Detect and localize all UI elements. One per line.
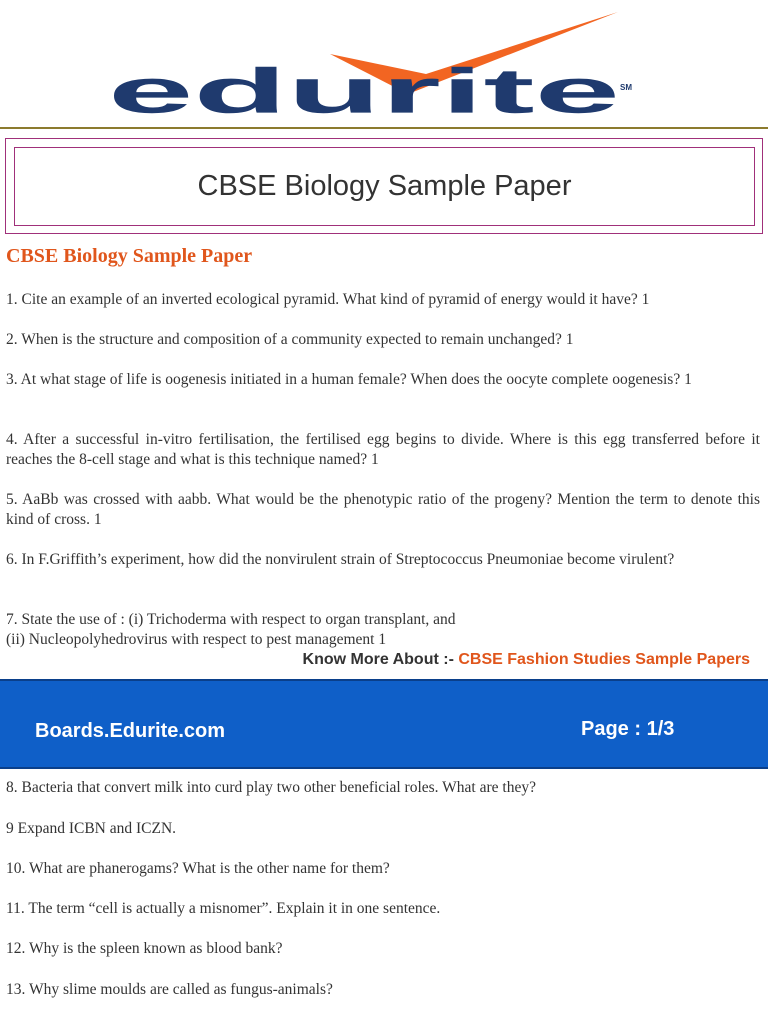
banner-title: CBSE Biology Sample Paper bbox=[197, 170, 572, 202]
site-link[interactable]: Boards.Edurite.com bbox=[35, 720, 226, 742]
question-7-part-2: (ii) Nucleopolyhedrovirus with respect to pest management 1 bbox=[6, 631, 387, 648]
question-10: 10. What are phanerogams? What is the other name for them? bbox=[6, 860, 390, 877]
know-more bbox=[303, 651, 750, 669]
question-7: 7. State the use of : (i) Trichoderma with respect to organ transplant, and bbox=[6, 611, 456, 628]
edurite-logo bbox=[108, 6, 646, 124]
question-1: 1. Cite an example of an inverted ecological pyramid. What kind of pyramid of energy would it have? 1 bbox=[6, 291, 650, 308]
page-indicator: Page : 1/3 bbox=[581, 718, 675, 740]
section-heading: CBSE Biology Sample Paper bbox=[6, 245, 253, 267]
question-2: 2. When is the structure and composition of a community expected to remain unchanged? 1 bbox=[6, 331, 574, 348]
question-12: 12. Why is the spleen known as blood bank? bbox=[6, 940, 283, 957]
question-4: 4. After a successful in-vitro fertilisation, the fertilised egg begins to divide. Where is this egg transferred before it reaches the 8-cell stage and what is this technique named? 1 bbox=[6, 431, 760, 468]
question-5: 5. AaBb was crossed with aabb. What would be the phenotypic ratio of the progeny? Mention the term to denote this kind of cross. 1 bbox=[6, 491, 760, 528]
know-more-label: Know More About :- bbox=[302, 651, 459, 668]
page-footer-bar bbox=[0, 679, 768, 769]
question-11: 11. The term “cell is actually a misnomer”. Explain it in one sentence. bbox=[6, 900, 441, 917]
question-8: 8. Bacteria that convert milk into curd play two other beneficial roles. What are they? bbox=[6, 779, 536, 796]
question-13: 13. Why slime moulds are called as fungus-animals? bbox=[6, 981, 333, 998]
header-divider bbox=[0, 127, 768, 129]
svg-text:SM: SM bbox=[620, 83, 632, 92]
question-3: 3. At what stage of life is oogenesis initiated in a human female? When does the oocyte complete oogenesis? 1 bbox=[6, 371, 692, 388]
question-6: 6. In F.Griffith’s experiment, how did the nonvirulent strain of Streptococcus Pneumoniae become virulent? bbox=[6, 551, 675, 568]
know-more-link[interactable]: CBSE Fashion Studies Sample Papers bbox=[458, 651, 750, 668]
svg-text:edurite: edurite bbox=[108, 55, 620, 124]
title-frame bbox=[14, 147, 755, 226]
question-9: 9 Expand ICBN and ICZN. bbox=[6, 820, 177, 837]
